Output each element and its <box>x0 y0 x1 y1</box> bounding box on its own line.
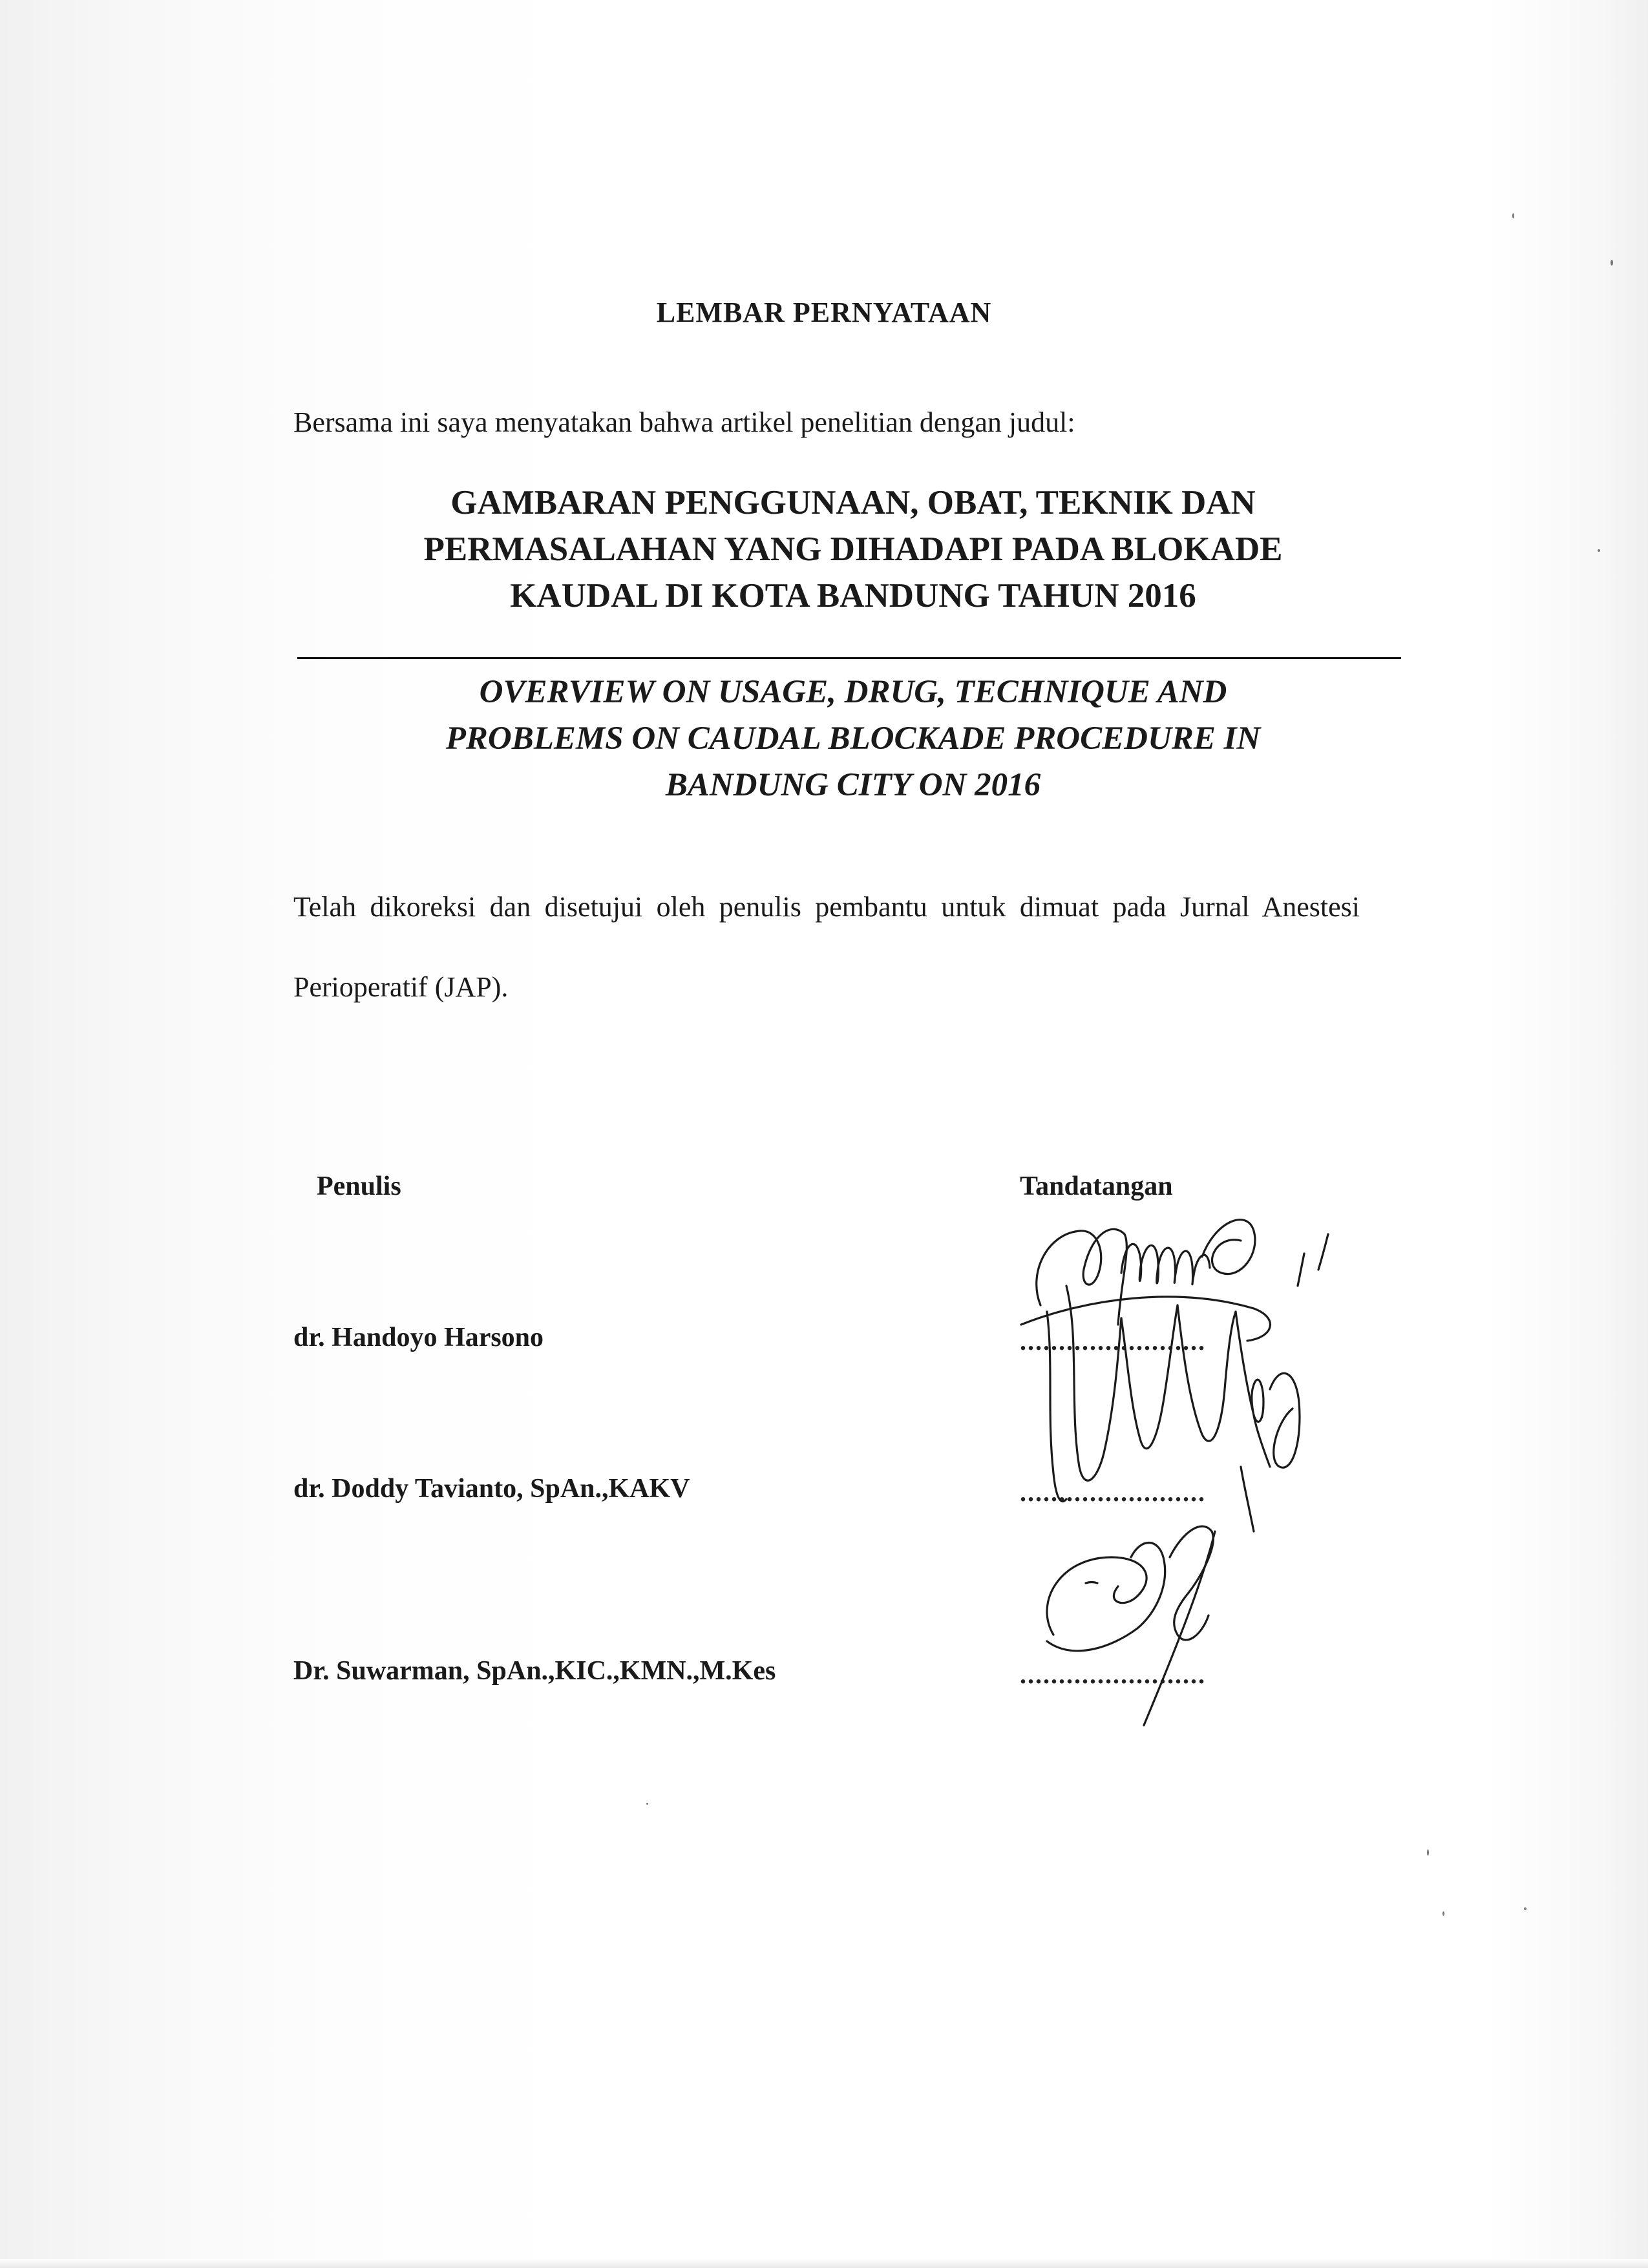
title-divider <box>297 657 1401 659</box>
author-name: dr. Doddy Tavianto, SpAn.,KAKV <box>293 1474 690 1504</box>
approval-statement: Telah dikoreksi dan disetujui oleh penulis pembantu untuk dimuat pada Jurnal Anestesi Perioperatif (JAP). <box>293 891 1360 1003</box>
signature-stroke <box>1086 1582 1097 1584</box>
title-english <box>246 669 1461 808</box>
signature-column-header: Tandatangan <box>1020 1171 1173 1201</box>
page-heading: LEMBAR PERNYATAAN <box>656 297 992 328</box>
signature-stroke <box>1170 1526 1213 1640</box>
title-indonesian <box>246 479 1461 619</box>
title-indonesian-line: KAUDAL DI KOTA BANDUNG TAHUN 2016 <box>510 577 1196 614</box>
title-english-line: OVERVIEW ON USAGE, DRUG, TECHNIQUE AND <box>479 674 1227 710</box>
signature-stroke <box>1270 1373 1300 1467</box>
signature-stroke <box>1121 1305 1178 1449</box>
title-indonesian-line: GAMBARAN PENGGUNAAN, OBAT, TEKNIK DAN <box>450 484 1256 521</box>
scan-speck <box>1442 1911 1444 1916</box>
signature-stroke <box>1047 1312 1066 1502</box>
signature-stroke <box>1178 1305 1236 1441</box>
handwritten-signatures <box>1008 1195 1409 1777</box>
scan-speck <box>1598 549 1600 552</box>
signature-stroke <box>1318 1234 1328 1270</box>
title-indonesian-line: PERMASALAHAN YANG DIHADAPI PADA BLOKADE <box>423 530 1283 568</box>
intro-sentence: Bersama ini saya menyatakan bahwa artikel penelitian dengan judul: <box>293 406 1075 438</box>
scan-bottom-edge <box>0 2259 1648 2268</box>
author-name: Dr. Suwarman, SpAn.,KIC.,KMN.,M.Kes <box>293 1656 776 1686</box>
signature-line: ........................ <box>1020 1478 1206 1507</box>
signature-stroke <box>1144 1531 1215 1725</box>
title-english-line: PROBLEMS ON CAUDAL BLOCKADE PROCEDURE IN <box>445 720 1261 757</box>
scan-speck <box>1611 260 1613 266</box>
authors-column-header: Penulis <box>317 1171 401 1201</box>
scan-speck <box>646 1803 648 1805</box>
signature-stroke <box>1037 1229 1127 1325</box>
signature-stroke <box>1298 1254 1304 1286</box>
scan-speck <box>1524 1907 1527 1910</box>
author-name: dr. Handoyo Harsono <box>293 1323 544 1352</box>
signature-stroke <box>1241 1467 1254 1531</box>
signature-stroke <box>1047 1557 1146 1635</box>
scan-speck <box>1427 1849 1429 1856</box>
scan-speck <box>1512 213 1514 218</box>
signature-line: ........................ <box>1020 1660 1206 1689</box>
signature-stroke <box>1066 1286 1121 1480</box>
title-english-line: BANDUNG CITY ON 2016 <box>665 767 1041 803</box>
signature-stroke <box>1121 1244 1210 1284</box>
signature-line: ........................ <box>1020 1327 1206 1356</box>
signature-stroke <box>1047 1543 1165 1651</box>
